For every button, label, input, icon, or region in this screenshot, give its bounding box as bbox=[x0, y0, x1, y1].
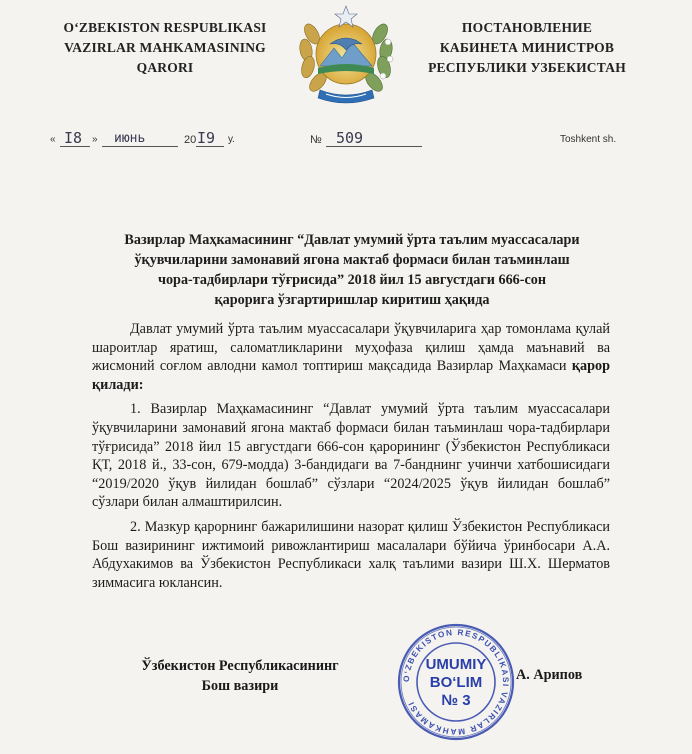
signatory-position bbox=[110, 656, 370, 696]
header-uzbek-title bbox=[50, 18, 280, 78]
header-russian-title bbox=[412, 18, 642, 78]
intro-text: Давлат умумий ўрта таълим муассасалари ўқувчиларига ҳар томонлама қулай шароитлар яратиш, саломатликларини муҳофаза қилиш ҳамда маънавий ва жисмоний соғлом авлодни камол топтириш мақсадида Вазирлар Маҳкамаси bbox=[92, 321, 610, 375]
date-year-prefix: 20 bbox=[184, 134, 197, 146]
header-left-line: QARORI bbox=[136, 60, 194, 75]
coat-of-arms-emblem-icon bbox=[290, 4, 402, 108]
document-body bbox=[92, 320, 610, 592]
position-line: Бош вазири bbox=[201, 678, 279, 694]
stamp-ring-text: O‘ZBEKISTON RESPUBLIKASI VAZIRLAR MAHKAMASI bbox=[401, 627, 511, 737]
header-right-line: КАБИНЕТА МИНИСТРОВ bbox=[439, 40, 615, 55]
document-date: « I8 » июнь 20 I9 у. bbox=[50, 129, 235, 147]
position-line: Ўзбекистон Республикасининг bbox=[141, 658, 339, 674]
header-right-line: ПОСТАНОВЛЕНИЕ bbox=[461, 20, 593, 35]
date-year-suffix: I9 bbox=[197, 129, 216, 147]
document-city: Toshkent sh. bbox=[560, 134, 617, 145]
stamp-line: UMUMIY bbox=[425, 656, 487, 673]
header-right-line: РЕСПУБЛИКИ УЗБЕКИСТАН bbox=[428, 60, 626, 75]
document-number bbox=[310, 130, 430, 150]
intro-paragraph bbox=[92, 320, 610, 394]
date-month: июнь bbox=[114, 131, 146, 146]
stamp-inner-text bbox=[396, 656, 516, 710]
item-1-paragraph: 1. Вазирлар Маҳкамасининг “Давлат умумий ўрта таълим муассасалари ўқувчиларини замонавий ягона мактаб формаси билан таъминлаш чора-тадбирлари тўғрисида” 2018 йил 15 августдаги 666-сон қарорининг (Ўзбекистон Республикаси ҚТ, 2018 й., 33-сон, 679-модда) 3-бандидаги ва 7-банднинг учинчи хатбошисидаги “2019/2020 ўқув йилидан бошлаб” сўзлари “2024/2025 ўқув йилидан бошлаб” сўзлари билан алмаштирилсин. bbox=[92, 401, 610, 511]
number-label: № bbox=[310, 134, 322, 146]
header-left-line: VAZIRLAR MAHKAMASINING bbox=[64, 40, 266, 55]
title-line: қарорига ўзгартиришлар киритиш ҳақида bbox=[214, 292, 490, 308]
stamp-line: BO‘LIM bbox=[429, 674, 483, 691]
signatory-name: А. Арипов bbox=[516, 667, 583, 683]
document-meta bbox=[0, 128, 692, 152]
title-line: ўқувчиларини замонавий ягона мактаб формаси билан таъминлаш bbox=[134, 252, 570, 268]
header-left-line: O‘ZBEKISTON RESPUBLIKASI bbox=[63, 20, 267, 35]
date-year-label: у. bbox=[228, 134, 235, 145]
number-value: 509 bbox=[336, 129, 364, 147]
title-line: чора-тадбирлари тўғрисида” 2018 йил 15 августдаги 666-сон bbox=[157, 272, 547, 288]
stamp-line: № 3 bbox=[441, 692, 471, 709]
title-line: Вазирлар Маҳкамасининг “Давлат умумий ўрта таълим муассасалари bbox=[124, 232, 580, 248]
item-2-paragraph: 2. Мазкур қарорнинг бажарилишини назорат қилиш Ўзбекистон Республикаси Бош вазирининг ижтимоий ривожлантириш масалалари бўйича ўринбосари А.А. Абдухакимов ва Ўзбекистон Республикаси халқ таълими вазири Ш.Х. Шерматов зиммасига юклансин. bbox=[92, 518, 610, 591]
date-day: I8 bbox=[64, 129, 83, 147]
intro-resolution: қарор қилади: bbox=[92, 358, 610, 393]
document-title bbox=[92, 230, 612, 310]
